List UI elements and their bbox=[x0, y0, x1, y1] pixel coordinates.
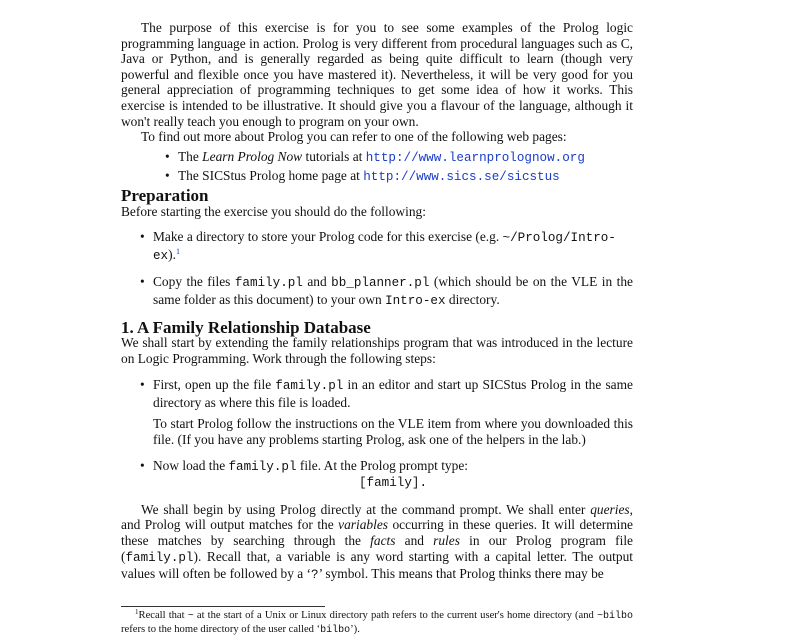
list-item: • The Learn Prolog Now tutorials at http://www.learnprolognow.org bbox=[165, 148, 585, 165]
section-1-lead: We shall start by extending the family relationships program that was introduced in the lecture on Logic Programming. Work through the following steps: bbox=[121, 335, 633, 366]
load-command: [family]. bbox=[358, 476, 428, 491]
preparation-list bbox=[140, 229, 633, 309]
list-item: • Copy the files family.pl and bb_planner.pl (which should be on the VLE in the same folder as this document) to your own Intro-ex directory. bbox=[140, 274, 633, 308]
bullet-icon: • bbox=[140, 457, 145, 473]
footnote-divider bbox=[121, 606, 325, 607]
list-item: • Now load the family.pl file. At the Prolog prompt type: [family]. bbox=[153, 458, 633, 492]
intro-links-lead: To find out more about Prolog you can refer to one of the following web pages: bbox=[141, 129, 567, 145]
bullet-icon: • bbox=[165, 168, 170, 184]
intro-paragraph: The purpose of this exercise is for you to see some examples of the Prolog logic programming language in action. Prolog is very different from procedural languages such as C, Java or Python, and is generally regarded as being quite difficult to learn (though very powerful and flexible once you have mastered it). Nevertheless, it will be very good for you general appreciation of programming techniques to get some idea of how it works. This exercise is intended to be illustrative. It should give you a flavour of the language, although it won't really teach you enough to program on your own. bbox=[121, 20, 633, 129]
steps-list bbox=[140, 377, 633, 492]
sicstus-link[interactable]: http://www.sics.se/sicstus bbox=[363, 170, 560, 185]
bullet-icon: • bbox=[140, 377, 145, 393]
list-item: • The SICStus Prolog home page at http://www.sics.se/sicstus bbox=[165, 168, 560, 185]
bullet-icon: • bbox=[165, 148, 170, 164]
preparation-lead: Before starting the exercise you should do the following: bbox=[121, 203, 426, 219]
list-item: • First, open up the file family.pl in an editor and start up SICStus Prolog in the same directory as where this file is loaded. To start Prolog follow the instructions on the VLE item from where you downloaded this file. (If you have any problems starting Prolog, ask one of the helpers in the lab.) bbox=[140, 377, 633, 448]
start-prolog-note: To start Prolog follow the instructions on the VLE item from where you downloaded this file. (If you have any problems starting Prolog, ask one of the helpers in the lab.) bbox=[153, 416, 633, 448]
bullet-icon: • bbox=[140, 229, 145, 245]
learnprolognow-link[interactable]: http://www.learnprolognow.org bbox=[365, 150, 585, 165]
queries-paragraph: We shall begin by using Prolog directly at the command prompt. We shall enter queries, and Prolog will output matches for the variables occurring in these queries. It will determine these matches by searching through the facts and rules in our Prolog program file (family.pl). Recall that, a variable is any word starting with a capital letter. The output values will often be followed by a ‘?’ symbol. This means that Prolog thinks there may be bbox=[121, 501, 633, 583]
document-body bbox=[121, 20, 633, 584]
section-1-heading: 1. A Family Relationship Database bbox=[121, 317, 371, 337]
footnote: $^1$Recall that ~ at the start of a Unix or Linux directory path refers to the current user's home directory (and ~bilbo refers to the home directory of the user called ‘bilbo’). bbox=[121, 608, 633, 636]
footnote-ref[interactable]: 1 bbox=[175, 246, 180, 256]
list-item: • Make a directory to store your Prolog code for this exercise (e.g. ~/Prolog/Intro-ex).$^1$ bbox=[140, 229, 616, 263]
preparation-heading: Preparation bbox=[121, 185, 209, 205]
bullet-icon: • bbox=[140, 274, 145, 290]
web-links-list bbox=[165, 148, 633, 186]
footnote-mark: 1 bbox=[135, 608, 139, 616]
